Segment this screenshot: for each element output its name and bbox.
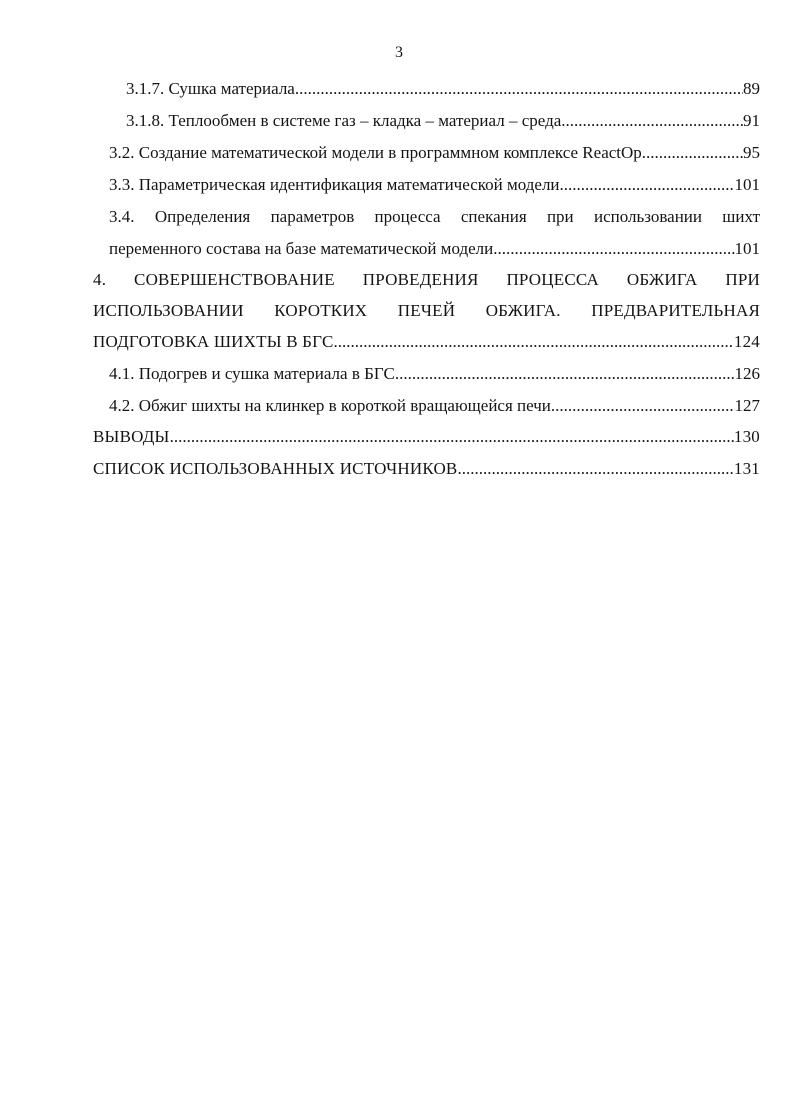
page-number: 3 [395,44,403,61]
dot-leader [170,424,734,449]
toc-entry-3-2[interactable] [109,140,760,165]
toc-entry-page: 89 [743,79,760,98]
dot-leader [295,76,743,101]
toc-entry-3-1-8[interactable] [126,108,760,133]
toc-entry-4-2[interactable] [109,393,760,418]
toc-entry-3-4-line1[interactable]: 3.4. Определения параметров процесса спекания при использовании шихт [109,207,760,226]
dot-leader [395,361,735,386]
toc-entry-page: 95 [743,143,760,162]
dot-leader [333,329,733,354]
toc-entry-label: СПИСОК ИСПОЛЬЗОВАННЫХ ИСТОЧНИКОВ [93,459,458,478]
toc-entry-page: 91 [743,111,760,130]
toc-entry-page: 127 [734,396,760,415]
toc-entry-4-line2[interactable]: ИСПОЛЬЗОВАНИИ КОРОТКИХ ПЕЧЕЙ ОБЖИГА. ПРЕДВАРИТЕЛЬНАЯ [93,301,760,320]
toc-entry-page: 101 [734,239,760,258]
dot-leader [497,236,734,261]
toc-entry-3-1-7[interactable] [126,76,760,101]
toc-entry-page: 126 [734,364,760,383]
toc-entry-page: 124 [733,332,760,351]
dot-leader [561,108,743,133]
toc-entry-label: 3.2. Создание математической модели в программном комплексе ReactOp [109,143,642,162]
toc-entry-3-3[interactable] [109,172,760,197]
toc-entry-3-4-line2[interactable] [109,236,760,261]
toc-entry-label: 4.1. Подогрев и сушка материала в БГС [109,364,395,383]
toc-entry-4-line3[interactable] [93,329,760,354]
toc-entry-4-1[interactable] [109,361,760,386]
toc-entry-conclusions[interactable] [93,424,760,449]
toc-entry-label: ПОДГОТОВКА ШИХТЫ В БГС [93,332,334,351]
toc-entry-label: переменного состава на базе математической модели. [109,239,498,258]
toc-entry-label: 3.1.8. Теплообмен в системе газ – кладка – материал – среда [126,111,562,130]
toc-entry-page: 131 [733,459,760,478]
dot-leader [551,393,735,418]
toc-entry-4-line1[interactable]: 4. СОВЕРШЕНСТВОВАНИЕ ПРОВЕДЕНИЯ ПРОЦЕССА ОБЖИГА ПРИ [93,270,760,289]
toc-entry-page: 130 [733,427,760,446]
toc-entry-label: ВЫВОДЫ [93,427,170,446]
toc-entry-page: 101 [734,175,760,194]
toc-entry-label: 4.2. Обжиг шихты на клинкер в короткой вращающейся печи [109,396,551,415]
toc-entry-label: 3.1.7. Сушка материала [126,79,295,98]
toc-entry-references[interactable] [93,456,760,481]
dot-leader [560,172,735,197]
toc-entry-label: 3.3. Параметрическая идентификация математической модели [109,175,560,194]
dot-leader [642,140,743,165]
dot-leader [457,456,733,481]
